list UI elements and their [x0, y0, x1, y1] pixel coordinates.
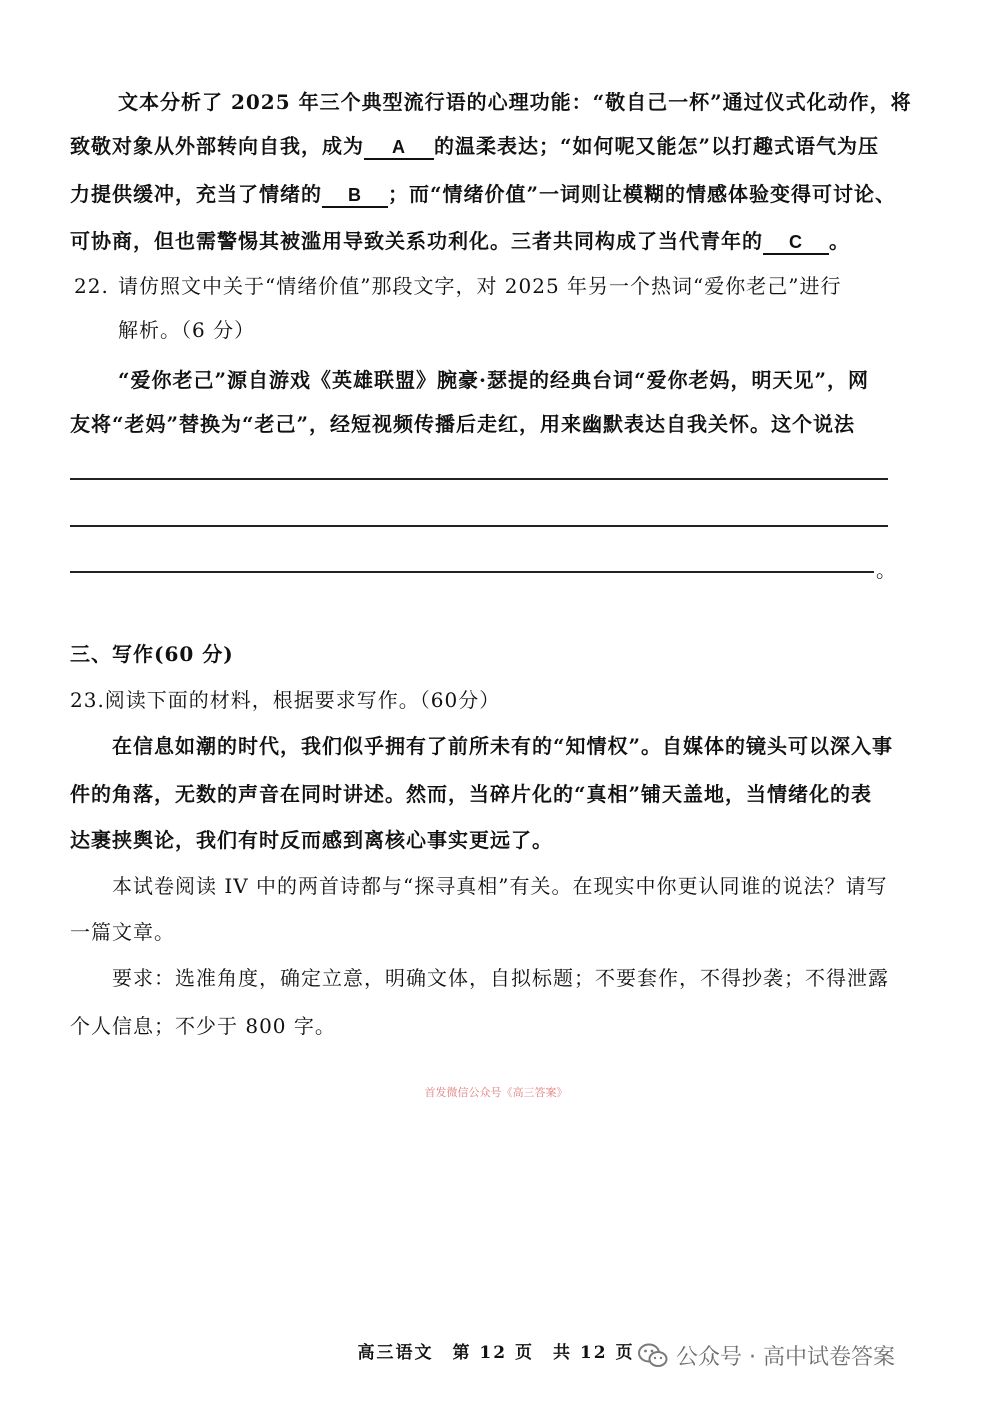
q23-title: 23.阅读下面的材料，根据要求写作。（60分）: [70, 688, 501, 712]
q21-line-3: [70, 180, 896, 208]
q23-para1-line-1: 在信息如潮的时代，我们似乎拥有了前所未有的“知情权”。自媒体的镜头可以深入事: [112, 734, 894, 758]
q22-prompt-line-2: 解析。（6 分）: [118, 318, 256, 342]
wechat-icon: [638, 1343, 668, 1369]
answer-line-2[interactable]: [70, 525, 888, 527]
q21-line-3-post: ；而“情绪价值”一词则让模糊的情感体验变得可讨论、: [388, 182, 897, 206]
q23-para1-line-2: 件的角落，无数的声音在同时讲述。然而，当碎片化的“真相”铺天盖地，当情绪化的表: [70, 782, 873, 806]
q23-para2-line-1: 本试卷阅读 IV 中的两首诗都与“探寻真相”有关。在现实中你更认同谁的说法？请写: [112, 874, 888, 898]
q23-requirements-line-1: 要求：选准角度，确定立意，明确文体，自拟标题；不要套作，不得抄袭；不得泄露: [112, 966, 889, 990]
q21-line-3-pre: 力提供缓冲，充当了情绪的: [70, 182, 322, 206]
q21-line-4-pre: 可协商，但也需警惕其被滥用导致关系功利化。三者共同构成了当代青年的: [70, 229, 763, 253]
watermark-text: 首发微信公众号《高三答案》: [424, 1086, 568, 1099]
q21-line-1: 文本分析了 2025 年三个典型流行语的心理功能：“敬自己一杯”通过仪式化动作，将: [118, 90, 912, 114]
q22-prompt-line-1: 请仿照文中关于“情绪价值”那段文字，对 2025 年另一个热词“爱你老己”进行: [118, 274, 842, 298]
blank-a[interactable]: A: [364, 136, 434, 160]
section-3-heading: 三、写作(60 分): [70, 642, 234, 666]
page-footer: 高三语文 第 12 页 共 12 页: [357, 1343, 635, 1363]
answer-line-3[interactable]: [70, 571, 874, 573]
q23-requirements-line-2: 个人信息；不少于 800 字。: [70, 1014, 336, 1038]
q21-line-2: [70, 132, 879, 160]
q22-example-line-1: “爱你老己”源自游戏《英雄联盟》腕豪·瑟提的经典台词“爱你老妈，明天见”，网: [118, 368, 869, 392]
q21-line-2-post: 的温柔表达；“如何呢又能怎”以打趣式语气为压: [434, 134, 880, 158]
q21-line-4: [70, 227, 850, 255]
q22-example-line-2: 友将“老妈”替换为“老己”，经短视频传播后走红，用来幽默表达自我关怀。这个说法: [70, 412, 856, 436]
blank-b[interactable]: B: [322, 184, 388, 208]
q21-line-4-post: 。: [829, 229, 850, 253]
q22-number: 22.: [74, 274, 109, 298]
wechat-badge[interactable]: [638, 1340, 895, 1371]
answer-end-period: 。: [876, 558, 896, 582]
wechat-label: 公众号 · 高中试卷答案: [676, 1345, 895, 1370]
q23-para1-line-3: 达裹挟舆论，我们有时反而感到离核心事实更远了。: [70, 828, 553, 852]
blank-c[interactable]: C: [763, 231, 829, 255]
q21-line-2-pre: 致敬对象从外部转向自我，成为: [70, 134, 364, 158]
answer-line-1[interactable]: [70, 478, 888, 480]
q23-para2-line-2: 一篇文章。: [70, 920, 175, 944]
